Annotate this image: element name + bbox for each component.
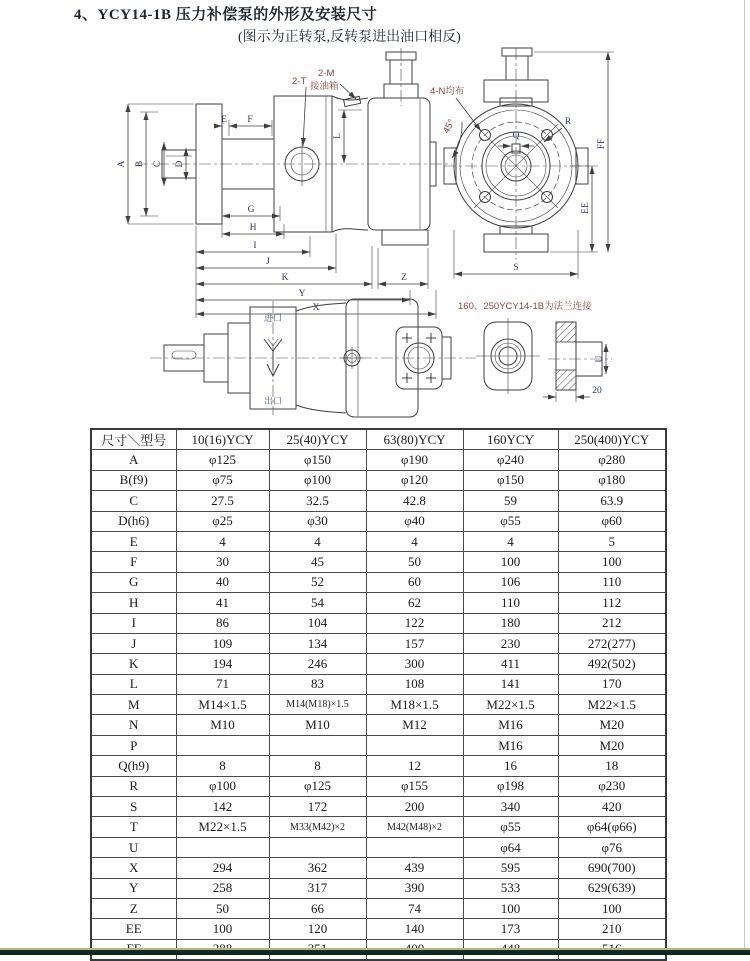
dimension-name-cell: Y bbox=[91, 878, 176, 898]
dimension-value-cell: 52 bbox=[269, 572, 366, 592]
dimension-value-cell bbox=[176, 735, 269, 755]
page-edge-line bbox=[744, 0, 745, 948]
dim-label-R: R bbox=[564, 117, 572, 127]
dimension-name-cell: U bbox=[91, 837, 176, 857]
page-subtitle: (图示为正转泵,反转泵进出油口相反) bbox=[238, 30, 461, 45]
dimension-value-cell bbox=[176, 837, 269, 857]
dim-label-F: F bbox=[247, 115, 253, 125]
dimension-name-cell: EE bbox=[91, 919, 176, 939]
table-row bbox=[91, 817, 666, 837]
dim-label-EE: EE bbox=[581, 202, 591, 214]
dimension-value-cell: 230 bbox=[463, 633, 558, 653]
dimension-name-cell: G bbox=[91, 572, 176, 592]
dimension-value-cell: 120 bbox=[269, 919, 366, 939]
dimension-value-cell: 533 bbox=[463, 878, 558, 898]
dim-label-G: G bbox=[247, 205, 255, 215]
dimension-value-cell: 12 bbox=[366, 756, 463, 776]
table-row bbox=[91, 756, 666, 776]
table-row bbox=[91, 837, 666, 857]
table-row bbox=[91, 491, 666, 511]
dimension-value-cell: 340 bbox=[463, 797, 558, 817]
table-row bbox=[91, 898, 666, 918]
dimension-value-cell bbox=[269, 735, 366, 755]
dimension-value-cell: φ64 bbox=[463, 837, 558, 857]
dimension-name-cell: F bbox=[91, 552, 176, 572]
dimension-value-cell: 411 bbox=[463, 654, 558, 674]
dim-label-J: J bbox=[266, 257, 270, 267]
bolt-pattern-note: 4-N均布 bbox=[430, 86, 465, 97]
table-row bbox=[91, 613, 666, 633]
dimension-value-cell: 109 bbox=[176, 633, 269, 653]
dimension-value-cell: φ230 bbox=[558, 776, 666, 796]
dimension-value-cell: 272(277) bbox=[558, 633, 666, 653]
dimension-table bbox=[90, 428, 667, 961]
table-row bbox=[91, 735, 666, 755]
dimension-value-cell: 83 bbox=[269, 674, 366, 694]
dim-label-H: H bbox=[249, 223, 257, 233]
table-row bbox=[91, 552, 666, 572]
angle-45-label: 45° bbox=[440, 117, 458, 136]
dimension-value-cell: 16 bbox=[463, 756, 558, 776]
table-row bbox=[91, 878, 666, 898]
dimension-value-cell: M10 bbox=[176, 715, 269, 735]
dimension-name-cell: S bbox=[91, 797, 176, 817]
dimension-value-cell: 4 bbox=[366, 531, 463, 551]
dimension-value-cell: M42(M48)×2 bbox=[366, 817, 463, 837]
dimension-name-cell: E bbox=[91, 531, 176, 551]
table-header-cell: 250(400)YCY bbox=[558, 429, 666, 450]
dim-label-FF: FF bbox=[597, 138, 607, 150]
dim-label-B: B bbox=[135, 160, 145, 168]
dim-label-X: X bbox=[312, 303, 320, 313]
dimension-value-cell: 212 bbox=[558, 613, 666, 633]
table-row bbox=[91, 695, 666, 715]
dim-label-A: A bbox=[117, 160, 127, 168]
dimension-value-cell: φ125 bbox=[176, 450, 269, 470]
dimension-value-cell: φ150 bbox=[463, 470, 558, 490]
dimension-value-cell: 173 bbox=[463, 919, 558, 939]
dimension-value-cell: φ180 bbox=[558, 470, 666, 490]
dimension-value-cell: M16 bbox=[463, 735, 558, 755]
dimension-value-cell: φ150 bbox=[269, 450, 366, 470]
dimension-value-cell: 71 bbox=[176, 674, 269, 694]
dimension-name-cell: I bbox=[91, 613, 176, 633]
tank-port-note: 接油箱 bbox=[310, 81, 339, 92]
title-block bbox=[0, 0, 750, 46]
table-row bbox=[91, 511, 666, 531]
front-view-drawing bbox=[430, 48, 614, 279]
table-row bbox=[91, 919, 666, 939]
dimension-value-cell: 110 bbox=[463, 593, 558, 613]
dimension-value-cell: φ190 bbox=[366, 450, 463, 470]
dimension-value-cell: 59 bbox=[463, 491, 558, 511]
dimension-value-cell: 63.9 bbox=[558, 491, 666, 511]
top-view-drawing bbox=[150, 299, 612, 417]
dimension-value-cell: 142 bbox=[176, 797, 269, 817]
dimension-value-cell: M16 bbox=[463, 715, 558, 735]
table-row bbox=[91, 470, 666, 490]
dimension-value-cell: 420 bbox=[558, 797, 666, 817]
table-header-row bbox=[91, 429, 666, 450]
dim-label-Z: Z bbox=[401, 273, 407, 283]
dimension-value-cell: 246 bbox=[269, 654, 366, 674]
dim-label-U: U bbox=[595, 355, 605, 363]
dimension-value-cell: 258 bbox=[176, 878, 269, 898]
flange-connection-note: 160、250YCY14-1B为法兰连接 bbox=[458, 301, 592, 312]
dimension-value-cell: 100 bbox=[463, 552, 558, 572]
dimension-value-cell: 362 bbox=[269, 858, 366, 878]
dimension-name-cell: M bbox=[91, 695, 176, 715]
table-row bbox=[91, 572, 666, 592]
dimension-name-cell: A bbox=[91, 450, 176, 470]
table-row bbox=[91, 715, 666, 735]
dimension-value-cell: 104 bbox=[269, 613, 366, 633]
table-row bbox=[91, 797, 666, 817]
dimension-name-cell: N bbox=[91, 715, 176, 735]
dimension-value-cell: 54 bbox=[269, 593, 366, 613]
dimension-value-cell: 100 bbox=[558, 898, 666, 918]
dimension-value-cell: M10 bbox=[269, 715, 366, 735]
dimension-value-cell: φ100 bbox=[176, 776, 269, 796]
dimension-value-cell: 50 bbox=[366, 552, 463, 572]
dimension-value-cell: φ120 bbox=[366, 470, 463, 490]
table-header-cell: 10(16)YCY bbox=[176, 429, 269, 450]
dimension-value-cell: 210 bbox=[558, 919, 666, 939]
dim-label-L: L bbox=[333, 133, 343, 139]
dimension-value-cell: 317 bbox=[269, 878, 366, 898]
dimension-value-cell: 439 bbox=[366, 858, 463, 878]
dimension-value-cell: 108 bbox=[366, 674, 463, 694]
dimension-value-cell: 106 bbox=[463, 572, 558, 592]
dimension-value-cell: 8 bbox=[176, 756, 269, 776]
pump-dimension-drawing bbox=[0, 46, 750, 428]
dimension-name-cell: B(f9) bbox=[91, 470, 176, 490]
dimension-value-cell: M22×1.5 bbox=[176, 817, 269, 837]
table-header-cell: 63(80)YCY bbox=[366, 429, 463, 450]
dim-label-D: D bbox=[175, 160, 185, 168]
table-row bbox=[91, 531, 666, 551]
dimension-value-cell: 74 bbox=[366, 898, 463, 918]
dimension-value-cell: 172 bbox=[269, 797, 366, 817]
dimension-value-cell: M14(M18)×1.5 bbox=[269, 695, 366, 715]
dimension-value-cell: 5 bbox=[558, 531, 666, 551]
dimension-value-cell: 62 bbox=[366, 593, 463, 613]
dimension-table-body bbox=[91, 450, 666, 960]
dimension-name-cell: C bbox=[91, 491, 176, 511]
dimension-value-cell: M33(M42)×2 bbox=[269, 817, 366, 837]
dimension-name-cell: D(h6) bbox=[91, 511, 176, 531]
dimension-name-cell: H bbox=[91, 593, 176, 613]
table-header-cell: 25(40)YCY bbox=[269, 429, 366, 450]
inlet-port-label: 进口 bbox=[263, 313, 283, 323]
dimension-table-head bbox=[91, 429, 666, 450]
side-view-drawing bbox=[117, 48, 452, 319]
table-row bbox=[91, 450, 666, 470]
table-row bbox=[91, 654, 666, 674]
dimension-value-cell: 30 bbox=[176, 552, 269, 572]
dimension-value-cell: 45 bbox=[269, 552, 366, 572]
dimension-value-cell bbox=[366, 837, 463, 857]
dim-label-S: S bbox=[513, 263, 519, 273]
dimension-value-cell: 100 bbox=[463, 898, 558, 918]
table-row bbox=[91, 776, 666, 796]
outlet-port-label: 出口 bbox=[263, 396, 283, 406]
dimension-value-cell: 170 bbox=[558, 674, 666, 694]
dimension-name-cell: X bbox=[91, 858, 176, 878]
dimension-name-cell: T bbox=[91, 817, 176, 837]
dimension-name-cell: R bbox=[91, 776, 176, 796]
dimension-value-cell: 27.5 bbox=[176, 491, 269, 511]
table-row bbox=[91, 593, 666, 613]
dimension-value-cell: M20 bbox=[558, 715, 666, 735]
dimension-value-cell: 100 bbox=[558, 552, 666, 572]
dimension-value-cell: 157 bbox=[366, 633, 463, 653]
dimension-value-cell: M20 bbox=[558, 735, 666, 755]
dimension-value-cell: 200 bbox=[366, 797, 463, 817]
dim-label-I: I bbox=[253, 241, 257, 251]
dimension-name-cell: Z bbox=[91, 898, 176, 918]
dimension-value-cell: 112 bbox=[558, 593, 666, 613]
dimension-value-cell: 4 bbox=[176, 531, 269, 551]
dim-label-C: C bbox=[153, 160, 163, 168]
dimension-value-cell: 32.5 bbox=[269, 491, 366, 511]
dimension-value-cell: φ198 bbox=[463, 776, 558, 796]
dimension-value-cell: 492(502) bbox=[558, 654, 666, 674]
dimension-value-cell: 4 bbox=[269, 531, 366, 551]
dimension-value-cell: 390 bbox=[366, 878, 463, 898]
table-row bbox=[91, 633, 666, 653]
dimension-value-cell: φ75 bbox=[176, 470, 269, 490]
dimension-value-cell: φ155 bbox=[366, 776, 463, 796]
window-bottom-bar bbox=[0, 948, 750, 955]
dimension-value-cell: 141 bbox=[463, 674, 558, 694]
dimension-value-cell bbox=[366, 735, 463, 755]
dimension-value-cell: 4 bbox=[463, 531, 558, 551]
dim-label-E: E bbox=[221, 115, 227, 125]
dimension-value-cell: 60 bbox=[366, 572, 463, 592]
dimension-name-cell: P bbox=[91, 735, 176, 755]
dimension-value-cell: φ100 bbox=[269, 470, 366, 490]
dimension-value-cell bbox=[269, 837, 366, 857]
dimension-value-cell: 110 bbox=[558, 572, 666, 592]
tank-port-label: 2-M bbox=[318, 68, 335, 79]
dimension-value-cell: M12 bbox=[366, 715, 463, 735]
dim-label-Q: Q bbox=[512, 131, 520, 141]
dimension-value-cell: 18 bbox=[558, 756, 666, 776]
dim-label-Y: Y bbox=[298, 289, 306, 299]
table-header-cell: 尺寸＼型号 bbox=[91, 429, 176, 450]
dimension-value-cell: φ40 bbox=[366, 511, 463, 531]
dimension-value-cell: 50 bbox=[176, 898, 269, 918]
dimension-value-cell: 8 bbox=[269, 756, 366, 776]
drain-port-label: 2-T bbox=[292, 76, 307, 87]
dimension-value-cell: φ76 bbox=[558, 837, 666, 857]
dimension-value-cell: 180 bbox=[463, 613, 558, 633]
dimension-value-cell: 140 bbox=[366, 919, 463, 939]
dimension-value-cell: φ60 bbox=[558, 511, 666, 531]
table-row bbox=[91, 858, 666, 878]
dimension-value-cell: 41 bbox=[176, 593, 269, 613]
dimension-value-cell: 595 bbox=[463, 858, 558, 878]
dimension-value-cell: 122 bbox=[366, 613, 463, 633]
dimension-value-cell: φ55 bbox=[463, 511, 558, 531]
dimension-value-cell: 690(700) bbox=[558, 858, 666, 878]
dimension-name-cell: L bbox=[91, 674, 176, 694]
dimension-value-cell: 86 bbox=[176, 613, 269, 633]
table-row bbox=[91, 674, 666, 694]
dimension-value-cell: 300 bbox=[366, 654, 463, 674]
dimension-value-cell: φ64(φ66) bbox=[558, 817, 666, 837]
dimension-value-cell: M18×1.5 bbox=[366, 695, 463, 715]
dimension-name-cell: Q(h9) bbox=[91, 756, 176, 776]
dimension-value-cell: 629(639) bbox=[558, 878, 666, 898]
dimension-value-cell: 194 bbox=[176, 654, 269, 674]
dimension-value-cell: M22×1.5 bbox=[463, 695, 558, 715]
dimension-value-cell: 40 bbox=[176, 572, 269, 592]
dimension-value-cell: M22×1.5 bbox=[558, 695, 666, 715]
dimension-value-cell: φ280 bbox=[558, 450, 666, 470]
dimension-value-cell: 66 bbox=[269, 898, 366, 918]
dimension-value-cell: φ55 bbox=[463, 817, 558, 837]
dimension-name-cell: J bbox=[91, 633, 176, 653]
page-title: 4、YCY14-1B 压力补偿泵的外形及安装尺寸 bbox=[74, 7, 378, 23]
dimension-value-cell: φ25 bbox=[176, 511, 269, 531]
dim-label-20: 20 bbox=[592, 386, 602, 396]
dim-label-K: K bbox=[281, 273, 289, 283]
dimension-value-cell: 134 bbox=[269, 633, 366, 653]
dimension-value-cell: 42.8 bbox=[366, 491, 463, 511]
table-header-cell: 160YCY bbox=[463, 429, 558, 450]
dimension-value-cell: φ125 bbox=[269, 776, 366, 796]
dimension-value-cell: M14×1.5 bbox=[176, 695, 269, 715]
dimension-name-cell: K bbox=[91, 654, 176, 674]
dimension-value-cell: 100 bbox=[176, 919, 269, 939]
dimension-value-cell: φ240 bbox=[463, 450, 558, 470]
dimension-value-cell: φ30 bbox=[269, 511, 366, 531]
dimension-value-cell: 294 bbox=[176, 858, 269, 878]
